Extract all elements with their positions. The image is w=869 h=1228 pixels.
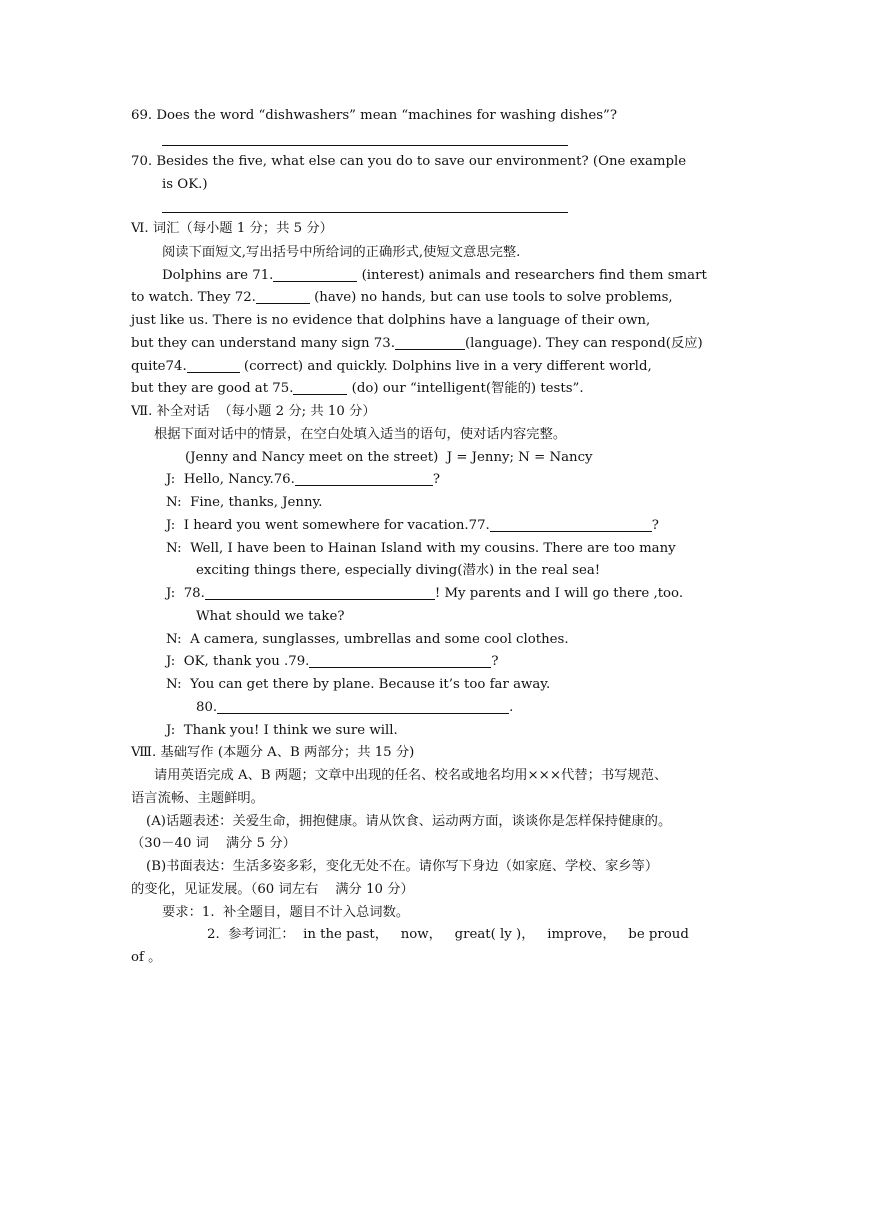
blank-74[interactable]: [187, 358, 240, 373]
section-8-text: (A)话题表述：关爱生命，拥抱健康。请从饮食、运动两方面，谈谈你是怎样保持健康的。: [146, 814, 672, 829]
dialogue-text: .: [509, 700, 514, 715]
answer-line-69[interactable]: [162, 145, 568, 146]
blank-76[interactable]: [295, 471, 433, 486]
section-7-instruction: 根据下面对话中的情景，在空白处填入适当的语句，使对话内容完整。: [154, 427, 567, 442]
blank-73[interactable]: [395, 335, 465, 350]
blank-80[interactable]: [217, 699, 509, 714]
blank-72[interactable]: [256, 289, 310, 304]
dialogue-line: N: A camera, sunglasses, umbrellas and some cool clothes.: [166, 632, 569, 647]
dialogue-text: ?: [651, 518, 659, 533]
passage-text: but they are good at 75.: [131, 381, 294, 396]
section-8-text: 的变化，见证发展。（60 词左右 满分 10 分）: [131, 882, 414, 897]
passage-line-1: [162, 267, 707, 285]
dialogue-text: J: OK, thank you .79.: [166, 654, 310, 669]
blank-71[interactable]: [273, 267, 357, 282]
answer-line-70[interactable]: [162, 212, 568, 213]
dialogue-line-76: [166, 471, 440, 489]
dialogue-text: ?: [432, 472, 440, 487]
dialogue-line-80: [196, 699, 513, 717]
section-7-heading: Ⅶ. 补全对话 （每小题 2 分; 共 10 分）: [131, 404, 376, 419]
section-8-requirement: 要求：1. 补全题目，题目不计入总词数。: [162, 905, 410, 920]
section-8-vocabulary: 2. 参考词汇： in the past， now， great( ly )， improve， be proud: [207, 927, 689, 942]
passage-line-2: [131, 289, 673, 307]
dialogue-setting: (Jenny and Nancy meet on the street) J = Jenny; N = Nancy: [185, 450, 593, 465]
passage-text: (do) our “intelligent(智能的) tests”.: [347, 381, 584, 396]
dialogue-text: J: Hello, Nancy.76.: [166, 472, 295, 487]
section-8-text: 请用英语完成 A、B 两题；文章中出现的任名、校名或地名均用×××代替；书写规范、: [154, 768, 668, 783]
dialogue-line-78: [166, 585, 683, 603]
dialogue-text: ! My parents and I will go there ,too.: [434, 586, 684, 601]
passage-line-5: [131, 358, 652, 376]
section-6-heading: Ⅵ. 词汇（每小题 1 分；共 5 分）: [131, 221, 333, 236]
section-8-text: 语言流畅、主题鲜明。: [131, 791, 264, 806]
passage-line-3: just like us. There is no evidence that dolphins have a language of their own,: [131, 313, 651, 328]
passage-text: quite74.: [131, 359, 187, 374]
section-8-text: (B)书面表达：生活多姿多彩，变化无处不在。请你写下身边（如家庭、学校、家乡等）: [146, 859, 659, 874]
question-70-line-2: is OK.): [162, 177, 208, 192]
dialogue-line: What should we take?: [196, 609, 345, 624]
passage-text: (correct) and quickly. Dolphins live in a very different world,: [239, 359, 652, 374]
passage-line-4: [131, 335, 703, 353]
dialogue-line: N: Fine, thanks, Jenny.: [166, 495, 323, 510]
passage-text: to watch. They 72.: [131, 290, 256, 305]
dialogue-line-79: [166, 653, 499, 671]
dialogue-line: J: Thank you! I think we sure will.: [166, 723, 398, 738]
passage-text: but they can understand many sign 73.: [131, 336, 395, 351]
dialogue-line: N: Well, I have been to Hainan Island with my cousins. There are too many: [166, 541, 676, 556]
dialogue-text: ?: [491, 654, 499, 669]
passage-line-6: [131, 380, 584, 398]
section-8-heading: Ⅷ. 基础写作 (本题分 A、B 两部分；共 15 分): [131, 745, 415, 760]
blank-75[interactable]: [293, 380, 347, 395]
dialogue-line: N: You can get there by plane. Because it’s too far away.: [166, 677, 551, 692]
passage-text: (interest) animals and researchers find them smart: [357, 268, 707, 283]
dialogue-text: J: I heard you went somewhere for vacation.77.: [166, 518, 490, 533]
blank-79[interactable]: [309, 653, 491, 668]
question-70-line-1: 70. Besides the five, what else can you do to save our environment? (One example: [131, 154, 687, 169]
section-8-text: of 。: [131, 950, 162, 965]
passage-text: Dolphins are 71.: [162, 268, 274, 283]
blank-77[interactable]: [490, 517, 652, 532]
passage-text: (language). They can respond(反应): [464, 336, 703, 351]
dialogue-text: J: 78.: [166, 586, 205, 601]
dialogue-text: 80.: [196, 700, 218, 715]
section-8-text: （30－40 词 满分 5 分）: [131, 836, 296, 851]
passage-text: (have) no hands, but can use tools to solve problems,: [309, 290, 673, 305]
dialogue-line-77: [166, 517, 659, 535]
section-6-instruction: 阅读下面短文,写出括号中所给词的正确形式,使短文意思完整.: [162, 245, 521, 260]
dialogue-line: exciting things there, especially diving(潜水) in the real sea!: [196, 563, 601, 578]
blank-78[interactable]: [205, 585, 435, 600]
question-69: 69. Does the word “dishwashers” mean “machines for washing dishes”?: [131, 108, 617, 123]
